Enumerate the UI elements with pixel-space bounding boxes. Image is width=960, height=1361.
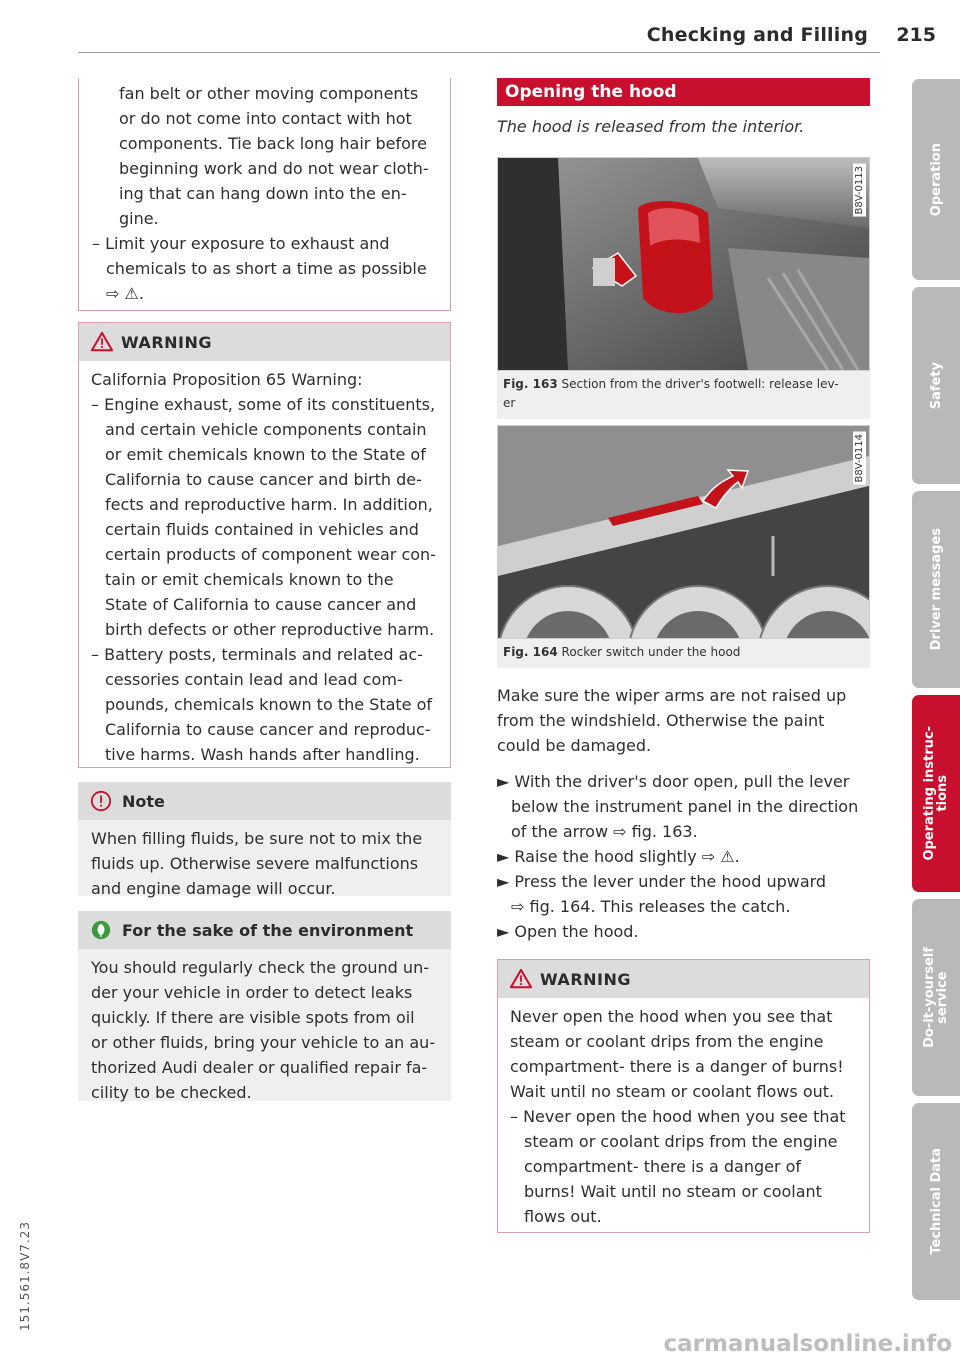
warning-body: Never open the hood when you see that steam or coolant drips from the engine compartment- there is a danger of burns! Wait until no steam or coolant flows out. – Never open the hood when you see that steam or coolant drips from the engine compartment- there is a danger of burns! Wait until no steam or coolant flows out. xyxy=(510,1007,846,1226)
wiper-notice: Make sure the wiper arms are not raised up from the windshield. Otherwise the paint could be damaged. xyxy=(497,686,847,755)
figure-163 xyxy=(497,157,870,419)
step-3: ► Press the lever under the hood upward ⇨ fig. 164. This releases the catch. xyxy=(497,872,827,916)
procedure-steps xyxy=(497,769,870,944)
environment-body: You should regularly check the ground un- der your vehicle in order to detect leaks quickly. If there are visible spots from oil or other fluids, bring your vehicle to an au- thorized Audi dealer or qualified repair fa- cility to be checked. xyxy=(91,958,436,1102)
warning-body: California Proposition 65 Warning: – Engine exhaust, some of its constituents, and certain vehicle components contain or emit chemicals known to the State of California to cause cancer and birth de- fects and reproductive harm. In addition, certain fluids contained in vehicles and certain products of component wear con- tain or emit chemicals known to the State of California to cause cancer and birth defects or other reproductive harm. – Battery posts, terminals and related ac- cessories contain lead and lead com- pounds, chemicals known to the State of California to cause cancer and reproduc- tive harms. Wash hands after handling. xyxy=(79,361,450,773)
note-box xyxy=(78,782,451,896)
figure-164-caption: Fig. 164 Rocker switch under the hood xyxy=(503,645,741,659)
watermark: carmanualsonline.info xyxy=(663,1331,952,1357)
info-circle-icon xyxy=(90,790,112,812)
prop65-warning xyxy=(78,322,451,768)
page-number: 215 xyxy=(896,24,936,46)
chapter-title: Checking and Filling xyxy=(646,24,868,46)
warning-item-battery: – Battery posts, terminals and related ac- cessories contain lead and lead com- pounds, chemicals known to the State of California to cause cancer and reproduc- tive harms. Wash hands after handling. xyxy=(91,645,433,764)
hood-warning xyxy=(497,959,870,1233)
section-title: Opening the hood xyxy=(497,78,870,106)
warning-header: WARNING xyxy=(498,960,869,998)
tab-driver-messages[interactable]: Driver messages xyxy=(912,491,960,688)
hood-illustration xyxy=(498,426,869,638)
header-rule xyxy=(78,52,880,53)
step-4: ► Open the hood. xyxy=(497,922,639,941)
environment-header: For the sake of the environment xyxy=(78,911,451,949)
tab-technical-data[interactable]: Technical Data xyxy=(912,1103,960,1300)
section-intro: The hood is released from the interior. xyxy=(497,117,805,136)
tab-operating-instructions[interactable]: Operating instruc- tions xyxy=(912,695,960,892)
note-body: When filling fluids, be sure not to mix the fluids up. Otherwise severe malfunctions and engine damage will occur. xyxy=(91,829,423,898)
warning-triangle-icon xyxy=(510,968,532,990)
spine-code: 151.561.8V7.23 xyxy=(18,1221,32,1331)
tab-do-it-yourself-service[interactable]: Do-it-yourself service xyxy=(912,899,960,1096)
tab-safety[interactable]: Safety xyxy=(912,287,960,484)
continued-warning-box xyxy=(78,78,451,311)
warning-triangle-icon xyxy=(91,331,113,353)
warning-item-exhaust: – Engine exhaust, some of its constituents, and certain vehicle components contain or emit chemicals known to the State of California to cause cancer and birth de- fects and reproductive harm. In addition, certain fluids contained in vehicles and certain products of component wear con- tain or emit chemicals known to the State of California to cause cancer and birth defects or other reproductive harm. xyxy=(91,395,436,639)
continued-text: fan belt or other moving components or do not come into contact with hot components. Tie back long hair before beginning work and do not wear cloth- ing that can hang down into the en- gine. xyxy=(119,84,429,228)
environment-box xyxy=(78,911,451,1101)
limit-exposure-item: – Limit your exposure to exhaust and chemicals to as short a time as possible ⇨ ⚠. xyxy=(92,234,427,303)
footwell-release-lever-image: B8V-0113 xyxy=(497,157,870,371)
figure-163-caption: Fig. 163 Section from the driver's footwell: release lev- er xyxy=(503,377,839,410)
warning-header: WARNING xyxy=(79,323,450,361)
hood-rocker-switch-image: B8V-0114 xyxy=(497,425,870,639)
step-1: ► With the driver's door open, pull the lever below the instrument panel in the direction of the arrow ⇨ fig. 163. xyxy=(497,772,859,841)
chapter-tabs xyxy=(912,79,960,1307)
figure-164 xyxy=(497,425,870,668)
step-2: ► Raise the hood slightly ⇨ ⚠. xyxy=(497,847,740,866)
footwell-illustration xyxy=(498,158,869,370)
tab-operation[interactable]: Operation xyxy=(912,79,960,280)
note-header: Note xyxy=(78,782,451,820)
leaf-icon xyxy=(90,919,112,941)
